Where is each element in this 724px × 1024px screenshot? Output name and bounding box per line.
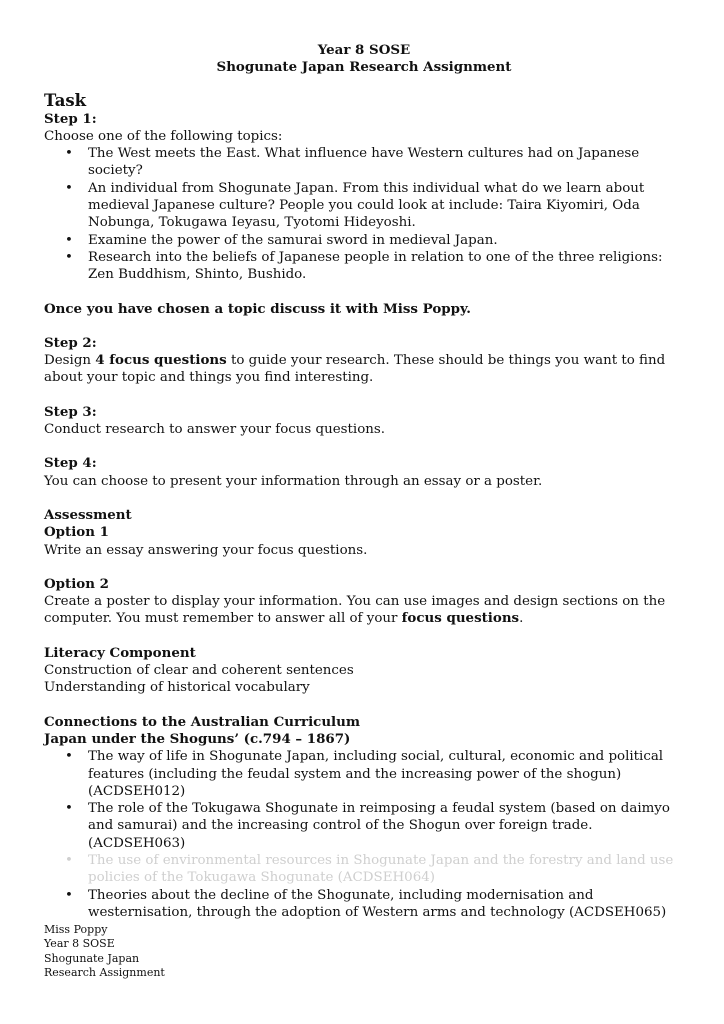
task-heading: Task (44, 90, 87, 110)
list-item: • An individual from Shogunate Japan. From this individual what do we learn about medieval Japanese culture? People you could look at include: Taira Kiyomiri, Oda Nobunga, Tokugawa Ieyasu, Tyotomi Hideyoshi. (88, 180, 684, 232)
footer-line: Miss Poppy (44, 923, 108, 936)
footer-line: Research Assignment (44, 966, 165, 980)
list-item: • The West meets the East. What influence have Western cultures had on Japanese society? (88, 145, 684, 180)
header-year: Year 8 SOSE (317, 42, 411, 58)
curriculum-subheading: Japan under the Shoguns’ (c.794 – 1867) (44, 730, 351, 747)
topic-list (44, 145, 684, 283)
literacy-heading: Literacy Component (44, 644, 196, 661)
step2-heading: Step 2: (44, 334, 97, 351)
option2-text: Create a poster to display your information. You can use images and design sections on the computer. You must remember to answer all of your focus questions. (44, 594, 666, 627)
step4-text: You can choose to present your information through an essay or a poster. (44, 473, 543, 489)
assessment-heading: Assessment (44, 506, 132, 523)
step3-heading: Step 3: (44, 403, 97, 420)
literacy-line: Understanding of historical vocabulary (44, 680, 310, 696)
option2-heading: Option 2 (44, 575, 109, 592)
step4-heading: Step 4: (44, 455, 97, 472)
footer-line: Year 8 SOSE (44, 937, 115, 951)
list-item: • Research into the beliefs of Japanese people in relation to one of the three religions: Zen Buddhism, Shinto, Bushido. (88, 249, 684, 284)
list-item: • Examine the power of the samurai sword in medieval Japan. (88, 232, 684, 249)
list-item: • The way of life in Shogunate Japan, including social, cultural, economic and political features (including the feudal system and the increasing power of the shogun) (ACDSEH012) (88, 748, 684, 800)
list-item: • The use of environmental resources in Shogunate Japan and the forestry and land use policies of the Tokugawa Shogunate (ACDSEH064) (88, 852, 684, 887)
curriculum-list (44, 748, 684, 921)
step2-text: Design 4 focus questions to guide your research. These should be things you want to find about your topic and things you find interesting. (44, 352, 666, 386)
list-item: • Theories about the decline of the Shogunate, including modernisation and westernisation, through the adoption of Western arms and technology (ACDSEH065) (88, 887, 684, 922)
list-item: • The role of the Tokugawa Shogunate in reimposing a feudal system (based on daimyo and samurai) and the increasing control of the Shogun over foreign trade. (ACDSEH063) (88, 800, 684, 852)
step3-text: Conduct research to answer your focus questions. (44, 422, 386, 438)
footer (44, 923, 165, 981)
header-title: Shogunate Japan Research Assignment (216, 59, 512, 76)
step1-heading: Step 1: (44, 110, 97, 127)
footer-line: Shogunate Japan (44, 951, 140, 965)
option1-heading: Option 1 (44, 524, 109, 541)
document-page (44, 42, 684, 921)
step1-note: Once you have chosen a topic discuss it with Miss Poppy. (44, 300, 471, 317)
step1-intro: Choose one of the following topics: (44, 128, 283, 144)
literacy-line: Construction of clear and coherent sentences (44, 663, 354, 679)
option1-text: Write an essay answering your focus questions. (44, 542, 368, 558)
curriculum-heading: Connections to the Australian Curriculum (44, 713, 361, 730)
